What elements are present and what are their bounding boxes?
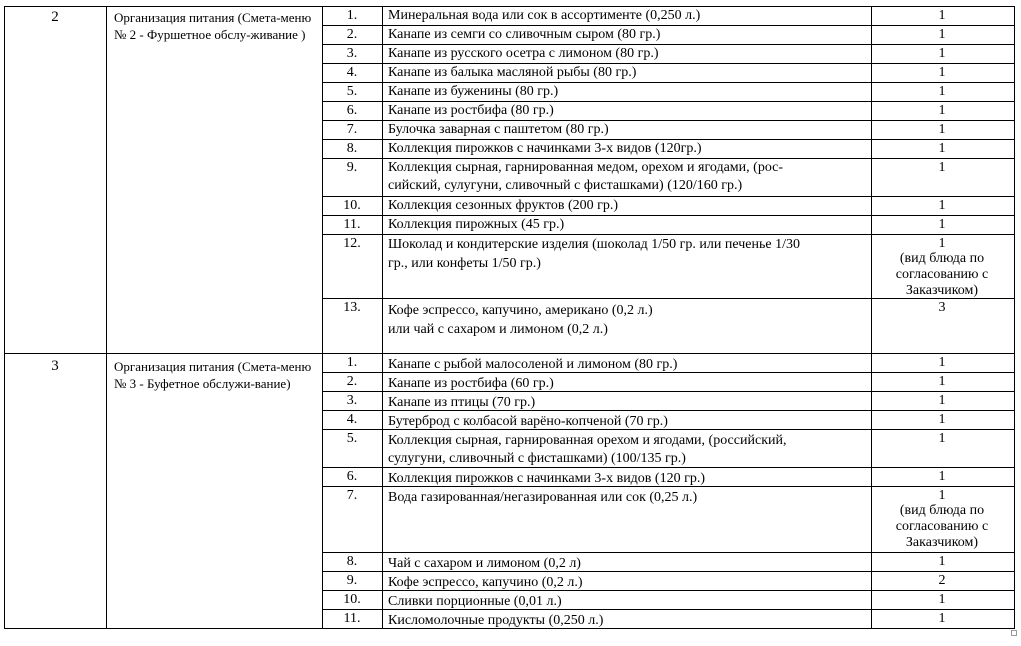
- item-number: 10.: [343, 198, 361, 213]
- item-qty: 1: [938, 393, 946, 408]
- item-name: Вода газированная/негазированная или сок (0,25 л.): [388, 490, 698, 505]
- item-name: Канапе из буженины (80 гр.): [388, 84, 559, 99]
- item-number: 3.: [346, 46, 358, 61]
- menu-table: [4, 6, 1015, 629]
- item-name: гр., или конфеты 1/50 гр.): [388, 256, 541, 271]
- item-number: 11.: [343, 217, 361, 232]
- section-title: Организация питания (Смета-меню № 3 - Буфетное обслужи-вание): [114, 359, 312, 391]
- item-qty: 1: [938, 554, 946, 569]
- item-qty: 1: [938, 217, 946, 232]
- item-qty: 1: [938, 122, 946, 137]
- item-name: Коллекция сырная, гарнированная медом, орехом и ягодами, (рос-: [388, 160, 784, 175]
- item-number: 9.: [346, 573, 358, 588]
- item-qty: 1: [938, 8, 946, 23]
- section-number: 2: [51, 9, 59, 25]
- item-number: 4.: [346, 65, 358, 80]
- item-qty: 1: [938, 103, 946, 118]
- item-number: 4.: [346, 412, 358, 427]
- table-resize-handle[interactable]: [1011, 630, 1017, 636]
- item-number: 11.: [343, 611, 361, 626]
- item-qty: 1: [938, 374, 946, 389]
- item-number: 6.: [346, 469, 358, 484]
- item-qty-note: (вид блюда по согласованию с Заказчиком): [895, 251, 989, 298]
- item-qty: 2: [938, 573, 946, 588]
- item-qty: 1: [938, 141, 946, 156]
- item-qty: 1: [938, 46, 946, 61]
- item-name: Кофе эспрессо, капучино (0,2 л.): [388, 575, 583, 590]
- item-name: Коллекция сезонных фруктов (200 гр.): [388, 198, 619, 213]
- item-name: Коллекция пирожков с начинками 3-х видов (120 гр.): [388, 471, 705, 486]
- item-name: сулугуни, сливочный с фисташками) (100/135 гр.): [388, 451, 686, 466]
- item-name: Канапе из ростбифа (80 гр.): [388, 103, 554, 118]
- item-name: Кофе эспрессо, капучино, американо (0,2 л.): [388, 303, 653, 318]
- item-name: Канапе из ростбифа (60 гр.): [388, 376, 554, 391]
- item-number: 6.: [346, 103, 358, 118]
- item-name: Шоколад и кондитерские изделия (шоколад 1/50 гр. или печенье 1/30: [388, 237, 800, 252]
- section-title: Организация питания (Смета-меню № 2 - Фуршетное обслу-живание ): [114, 10, 312, 42]
- item-number: 7.: [346, 122, 358, 137]
- item-qty: 1: [938, 611, 946, 626]
- col-divider: [322, 6, 323, 629]
- item-name: Чай с сахаром и лимоном (0,2 л): [388, 556, 581, 571]
- item-qty: 1: [938, 27, 946, 42]
- col-divider: [106, 6, 107, 629]
- item-name: Канапе из птицы (70 гр.): [388, 395, 536, 410]
- item-name: Канапе из балыка масляной рыбы (80 гр.): [388, 65, 637, 80]
- item-number: 9.: [346, 160, 358, 175]
- item-name: Кисломолочные продукты (0,250 л.): [388, 613, 604, 628]
- item-name: Канапе из русского осетра с лимоном (80 гр.): [388, 46, 659, 61]
- item-qty: 3: [938, 300, 946, 315]
- item-name: сийский, сулугуни, сливочный с фисташками) (120/160 гр.): [388, 178, 743, 193]
- item-qty: 1: [938, 412, 946, 427]
- item-qty: 1: [938, 469, 946, 484]
- item-name: Бутерброд с колбасой варёно-копченой (70 гр.): [388, 414, 668, 429]
- item-number: 8.: [346, 554, 358, 569]
- item-qty: 1: [938, 355, 946, 370]
- item-number: 5.: [346, 84, 358, 99]
- item-qty: 1: [938, 198, 946, 213]
- item-number: 3.: [346, 393, 358, 408]
- item-name: Коллекция пирожных (45 гр.): [388, 217, 565, 232]
- item-qty: 1: [938, 592, 946, 607]
- table-border-right: [1014, 6, 1015, 629]
- item-number: 10.: [343, 592, 361, 607]
- item-name: или чай с сахаром и лимоном (0,2 л.): [388, 322, 608, 337]
- item-qty: 1: [938, 236, 946, 251]
- item-name: Булочка заварная с паштетом (80 гр.): [388, 122, 609, 137]
- item-number: 8.: [346, 141, 358, 156]
- item-qty: 1: [938, 84, 946, 99]
- item-number: 5.: [346, 431, 358, 446]
- item-number: 2.: [346, 374, 358, 389]
- section-number: 3: [51, 358, 59, 374]
- item-number: 1.: [346, 8, 358, 23]
- item-name: Коллекция пирожков с начинками 3-х видов (120гр.): [388, 141, 702, 156]
- col-divider: [382, 6, 383, 629]
- item-name: Канапе с рыбой малосоленой и лимоном (80 гр.): [388, 357, 678, 372]
- item-qty-note: (вид блюда по согласованию с Заказчиком): [895, 503, 989, 550]
- item-number: 13.: [343, 300, 361, 315]
- item-qty: 1: [938, 65, 946, 80]
- item-name: Сливки порционные (0,01 л.): [388, 594, 562, 609]
- item-name: Коллекция сырная, гарнированная орехом и ягодами, (российский,: [388, 433, 787, 448]
- section-divider: [4, 353, 1015, 354]
- item-number: 1.: [346, 355, 358, 370]
- item-name: Минеральная вода или сок в ассортименте (0,250 л.): [388, 8, 701, 23]
- item-name: Канапе из семги со сливочным сыром (80 гр.): [388, 27, 661, 42]
- item-number: 12.: [343, 236, 361, 251]
- item-qty: 1: [938, 431, 946, 446]
- table-border-left: [4, 6, 5, 629]
- item-qty: 1: [938, 488, 946, 503]
- item-number: 7.: [346, 488, 358, 503]
- item-number: 2.: [346, 27, 358, 42]
- item-qty: 1: [938, 160, 946, 175]
